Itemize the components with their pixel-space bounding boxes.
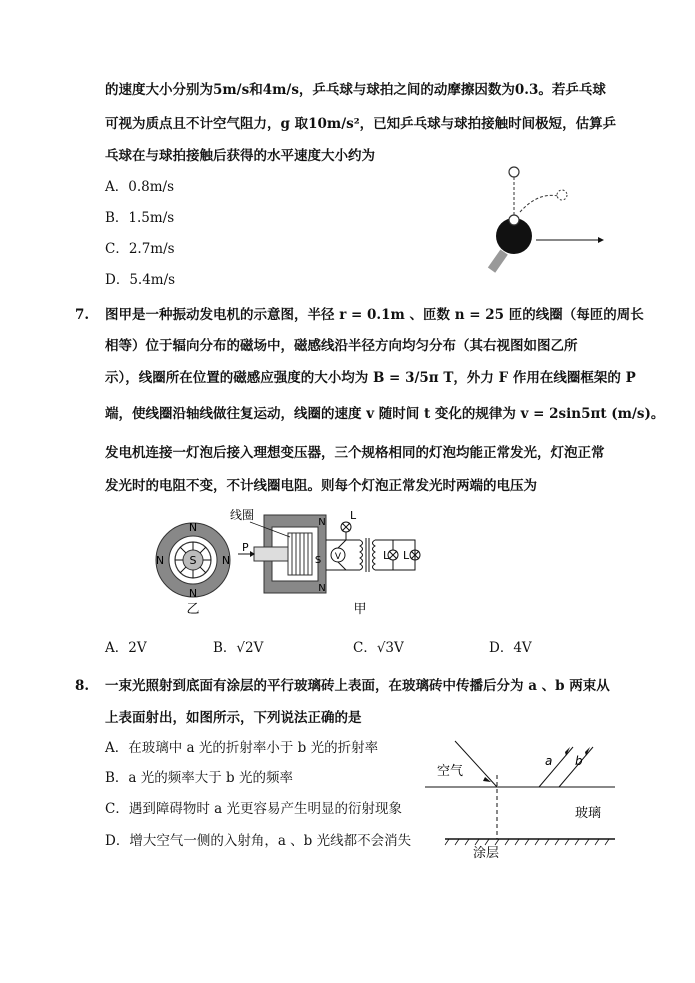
svg-text:b: b — [575, 754, 583, 768]
q6-line-3: 乓球在与球拍接触后获得的水平速度大小约为 — [105, 148, 375, 164]
transformer-circuit — [326, 522, 420, 572]
q8-line-2: 上表面射出，如图所示，下列说法正确的是 — [105, 710, 362, 726]
q6-option-b: B．1.5m/s — [105, 210, 175, 226]
generator-cross-section — [230, 507, 326, 594]
generator-figure — [150, 505, 450, 625]
q7-number: 7. — [75, 307, 90, 323]
svg-text:N: N — [188, 521, 198, 534]
ball-before-icon — [509, 167, 519, 177]
q7-option-a: A．2V — [105, 640, 147, 656]
svg-text:N: N — [318, 583, 326, 594]
q7-line-4: 端，使线圈沿轴线做往复运动，线圈的速度 v 随时间 t 变化的规律为 v = 2sin5πt (m/s)。 — [105, 406, 665, 422]
svg-text:S: S — [189, 554, 197, 567]
coil-label: 线圈 — [230, 508, 255, 522]
q6-line-1: 的速度大小分别为5m/s和4m/s，乒乓球与球拍之间的动摩擦因数为0.3。若乒乓球 — [105, 82, 606, 98]
coating-label: 涂层 — [473, 846, 500, 860]
glass-brick-figure — [425, 735, 625, 860]
svg-text:N: N — [155, 554, 165, 567]
ball-after-icon — [557, 190, 567, 200]
q7-option-b: B．√2V — [213, 640, 264, 656]
svg-text:V: V — [334, 552, 342, 562]
radial-magnet-side-view — [156, 521, 230, 600]
figure-caption-jia: 甲 — [353, 602, 367, 617]
svg-text:L: L — [403, 549, 410, 562]
q6-line-2: 可视为质点且不计空气阻力，g 取10m/s²，已知乒乓球与球拍接触时间极短，估算乒 — [105, 116, 617, 132]
q7-line-5: 发电机连接一灯泡后接入理想变压器，三个规格相同的灯泡均能正常发光，灯泡正常 — [105, 445, 605, 461]
svg-text:a: a — [545, 754, 553, 768]
svg-text:N: N — [221, 554, 231, 567]
ping-pong-figure — [480, 160, 610, 275]
q7-line-3: 示），线圈所在位置的磁感应强度的大小均为 B = 3/5π T，外力 F 作用在线圈框架的 P — [105, 370, 636, 386]
q6-option-d: D．5.4m/s — [105, 272, 176, 288]
q8-option-c: C．遇到障碍物时 a 光更容易产生明显的衍射现象 — [105, 801, 402, 817]
q8-line-1: 一束光照射到底面有涂层的平行玻璃砖上表面，在玻璃砖中传播后分为 a 、b 两束从 — [105, 678, 610, 694]
glass-label: 玻璃 — [575, 806, 602, 821]
svg-text:L: L — [350, 509, 357, 522]
svg-text:L: L — [383, 549, 390, 562]
q8-option-d: D．增大空气一侧的入射角，a 、b 光线都不会消失 — [105, 833, 412, 849]
q7-line-1: 图甲是一种振动发电机的示意图，半径 r = 0.1m 、匝数 n = 25 匝的线圈（每匝的周长 — [105, 307, 644, 323]
q7-line-6: 发光时的电阻不变，不计线圈电阻。则每个灯泡正常发光时两端的电压为 — [105, 478, 537, 494]
air-label: 空气 — [437, 764, 464, 779]
q8-number: 8. — [75, 678, 90, 694]
q7-option-d: D．4V — [489, 640, 532, 656]
figure-caption-yi: 乙 — [186, 602, 200, 617]
svg-text:N: N — [318, 517, 326, 528]
q7-option-c: C．√3V — [353, 640, 404, 656]
q8-option-a: A．在玻璃中 a 光的折射率小于 b 光的折射率 — [105, 740, 379, 756]
q6-option-a: A．0.8m/s — [105, 179, 174, 195]
svg-text:S: S — [314, 555, 322, 566]
q6-option-c: C．2.7m/s — [105, 241, 175, 257]
q7-line-2: 相等）位于辐向分布的磁场中，磁感线沿半径方向均匀分布（其右视图如图乙所 — [105, 338, 578, 354]
svg-text:N: N — [188, 587, 198, 600]
q8-option-b: B．a 光的频率大于 b 光的频率 — [105, 770, 293, 786]
svg-text:P: P — [242, 541, 249, 554]
